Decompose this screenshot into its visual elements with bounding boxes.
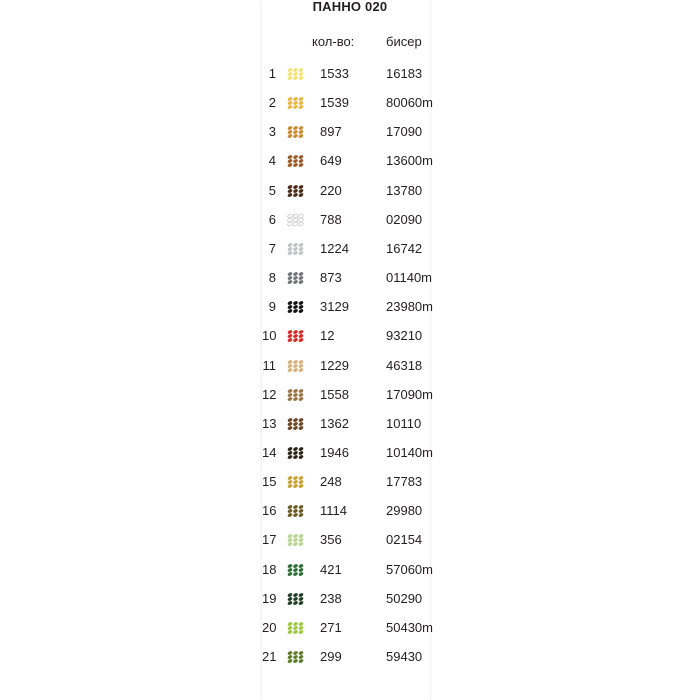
bead-color-swatch-icon [287,329,304,343]
bead-code: 80060m [386,95,433,111]
bead-quantity: 220 [320,182,342,198]
bead-code: 46318 [386,357,423,373]
bead-code: 50430m [386,619,433,635]
legend-row [0,356,700,376]
row-number: 18 [262,561,277,577]
bead-code: 57060m [386,561,433,577]
bead-color-swatch-icon [287,300,304,314]
bead-column-header: бисер [386,34,422,49]
bead-color-swatch-icon [287,650,304,664]
legend-row [0,122,700,142]
legend-row [0,210,700,230]
bead-color-swatch-icon [287,388,304,402]
legend-row [0,181,700,201]
bead-quantity: 1539 [320,95,349,111]
bead-color-swatch-icon [287,96,304,110]
bead-code: 29980 [386,503,423,519]
bead-color-swatch-icon [287,417,304,431]
row-number: 2 [268,95,276,111]
bead-color-swatch-icon [287,592,304,606]
row-number: 21 [262,649,277,664]
legend-row [0,268,700,288]
legend-row [0,618,700,638]
row-number: 3 [268,124,276,140]
legend-row [0,326,700,346]
row-number: 8 [268,270,276,286]
bead-quantity: 248 [320,474,342,490]
bead-quantity: 421 [320,561,342,577]
bead-quantity: 299 [320,649,342,664]
bead-code: 02090 [386,211,423,227]
bead-code: 17090m [386,386,433,402]
row-number: 11 [262,357,276,373]
bead-color-swatch-icon [287,184,304,198]
bead-code: 16183 [386,66,423,81]
bead-color-swatch-icon [287,359,304,373]
bead-color-swatch-icon [287,154,304,168]
bead-color-swatch-icon [287,563,304,577]
legend-row [0,239,700,259]
bead-quantity: 1558 [320,386,349,402]
bead-quantity: 649 [320,153,342,169]
legend-row [0,472,700,492]
legend-row [0,151,700,171]
bead-code: 50290 [386,590,423,606]
row-number: 1 [268,66,276,81]
row-number: 14 [262,444,277,460]
bead-quantity: 897 [320,124,342,140]
bead-color-swatch-icon [287,271,304,285]
bead-code: 23980m [386,299,433,315]
bead-color-swatch-icon [287,533,304,547]
bead-color-swatch-icon [287,125,304,139]
bead-code: 02154 [386,532,423,548]
bead-quantity: 1946 [320,444,349,460]
bead-code: 17090 [386,124,423,140]
bead-quantity: 1229 [320,357,349,373]
bead-code: 10140m [386,444,433,460]
bead-code: 17783 [386,474,423,490]
bead-code: 01140m [386,270,433,286]
row-number: 4 [268,153,276,169]
bead-quantity: 1533 [320,66,349,81]
bead-color-swatch-icon [287,504,304,518]
row-number: 9 [268,299,276,315]
bead-color-swatch-icon [287,446,304,460]
row-number: 10 [262,328,277,344]
bead-quantity: 788 [320,211,342,227]
bead-code: 10110 [386,415,422,431]
bead-quantity: 356 [320,532,342,548]
legend-row [0,64,700,84]
bead-color-swatch-icon [287,621,304,635]
bead-code: 59430 [386,649,423,664]
bead-color-swatch-icon [287,242,304,256]
row-number: 6 [268,211,276,227]
bead-quantity: 238 [320,590,342,606]
legend-row [0,501,700,521]
legend-row [0,93,700,113]
bead-color-swatch-icon [287,213,304,227]
legend-row [0,297,700,317]
legend-row [0,647,700,667]
legend-row [0,530,700,550]
row-number: 17 [262,532,277,548]
bead-quantity: 1224 [320,240,349,256]
bead-color-swatch-icon [287,67,304,81]
bead-quantity: 873 [320,270,342,286]
row-number: 12 [262,386,277,402]
bead-quantity: 1362 [320,415,349,431]
legend-row [0,560,700,580]
bead-color-swatch-icon [287,475,304,489]
row-number: 16 [262,503,277,519]
quantity-column-header: кол-во: [312,34,355,49]
legend-row [0,589,700,609]
bead-code: 13780 [386,182,423,198]
legend-row [0,443,700,463]
row-number: 5 [268,182,276,198]
bead-quantity: 271 [320,619,342,635]
bead-code: 16742 [386,240,423,256]
row-number: 19 [262,590,277,606]
row-number: 20 [262,619,277,635]
legend-row [0,414,700,434]
page-title: ПАННО 020 [312,0,388,14]
bead-quantity: 12 [320,328,335,344]
bead-quantity: 3129 [320,299,349,315]
bead-quantity: 1114 [320,503,347,519]
row-number: 15 [262,474,277,490]
bead-code: 13600m [386,153,433,169]
legend-row [0,385,700,405]
row-number: 7 [268,240,276,256]
row-number: 13 [262,415,277,431]
bead-code: 93210 [386,328,423,344]
